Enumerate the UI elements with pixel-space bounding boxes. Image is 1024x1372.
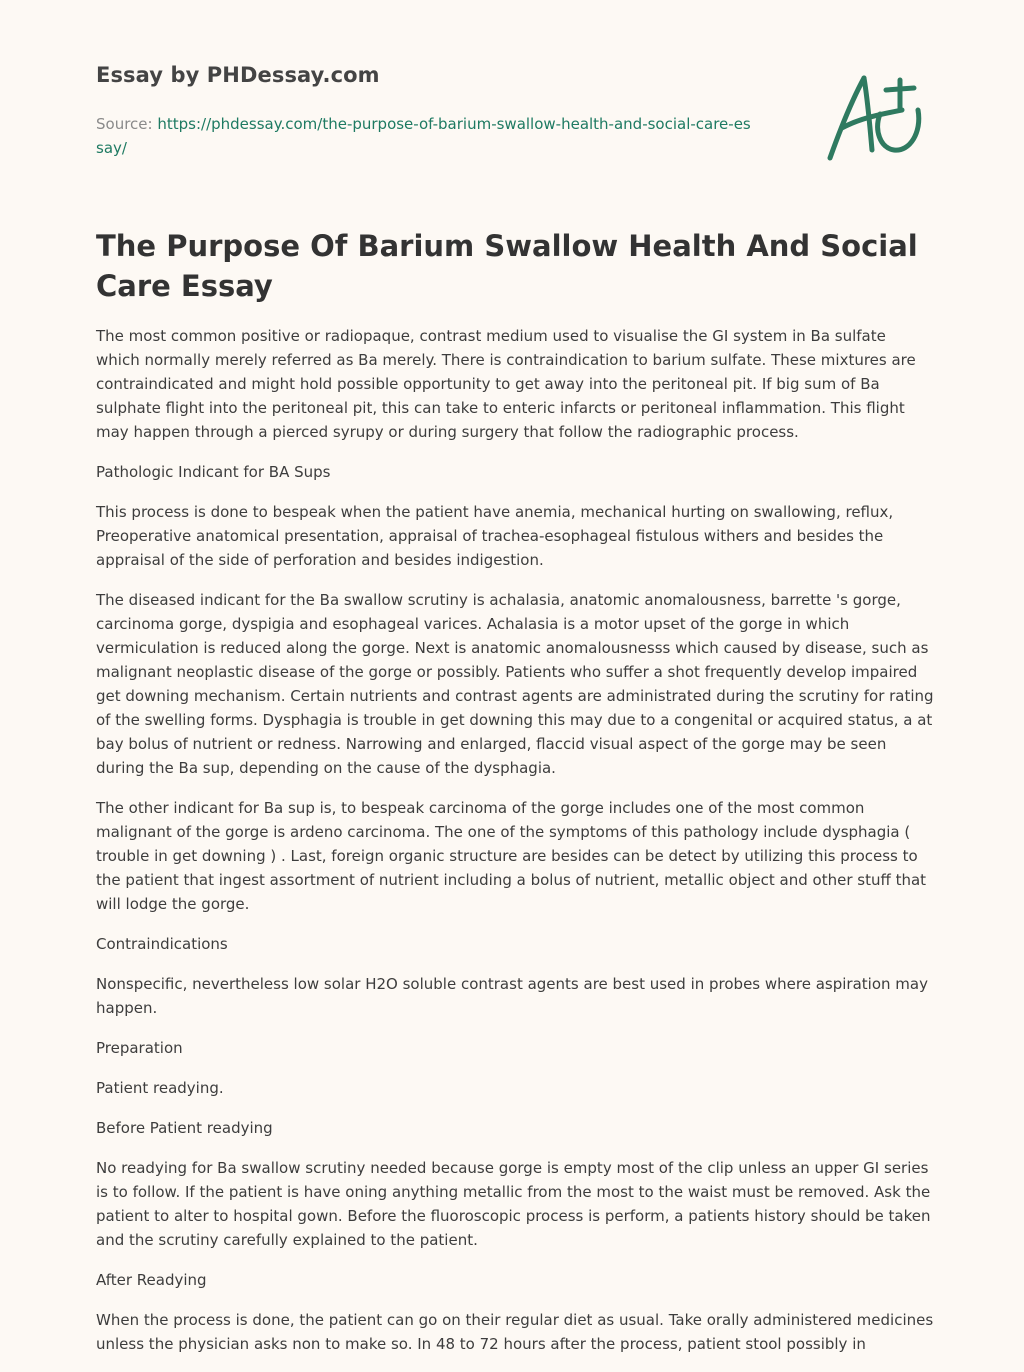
paragraph: Patient readying. xyxy=(96,1079,224,1097)
section-heading: Before Patient readying xyxy=(96,1119,273,1137)
section-heading: After Readying xyxy=(96,1271,207,1289)
paragraph: The diseased indicant for the Ba swallow scrutiny is achalasia, anatomic anomalousness, barrette 's gorge, carcinoma gorge, dyspigia and esophageal varices. Achalasia is a motor upset of the gorge in which vermiculation is reduced along the gorge. Next is anatomic anomalousnesss which caused by disease, such as malignant neoplastic disease of the gorge or possibly. Patients who suffer a shot frequently develop impaired get downing mechanism. Certain nutrients and contrast agents are administrated during the scrutiny for rating of the swelling forms. Dysphagia is trouble in get downing this may due to a congenital or acquired status, a at bay bolus of nutrient or redness. Narrowing and enlarged, flaccid visual aspect of the gorge may be seen during the Ba sup, depending on the cause of the dysphagia. xyxy=(96,591,934,777)
section-heading: Preparation xyxy=(96,1039,183,1057)
page-title: The Purpose Of Barium Swallow Health And Social Care Essay xyxy=(96,229,918,303)
source-line xyxy=(96,112,756,160)
paragraph: When the process is done, the patient can go on their regular diet as usual. Take orally administered medicines unless the physician asks non to make so. In 48 to 72 hours after the process, patient stool possibly in xyxy=(96,1311,934,1353)
paragraph: Nonspecific, nevertheless low solar H2O soluble contrast agents are best used in probes where aspiration may happen. xyxy=(96,975,928,1017)
a-plus-logo xyxy=(818,66,928,166)
source-label: Source: xyxy=(96,115,153,133)
paragraph: The other indicant for Ba sup is, to bespeak carcinoma of the gorge includes one of the most common malignant of the gorge is ardeno carcinoma. The one of the symptoms of this pathology include dysphagia ( trouble in get downing ) . Last, foreign organic structure are besides can be detect by utilizing this process to the patient that ingest assortment of nutrient including a bolus of nutrient, metallic object and other stuff that will lodge the gorge. xyxy=(96,799,927,913)
section-heading: Contraindications xyxy=(96,935,228,953)
a-plus-logo-icon xyxy=(818,66,928,166)
source-link[interactable]: https://phdessay.com/the-purpose-of-barium-swallow-health-and-social-care-essay/ xyxy=(96,115,751,157)
paragraph: The most common positive or radiopaque, contrast medium used to visualise the GI system in Ba sulfate which normally merely referred as Ba merely. There is contraindication to barium sulfate. These mixtures are contraindicated and might hold possible opportunity to get away into the peritoneal pit. If big sum of Ba sulphate flight into the peritoneal pit, this can take to enteric infarcts or peritoneal inflammation. This flight may happen through a pierced syrupy or during surgery that follow the radiographic process. xyxy=(96,327,916,441)
article-body xyxy=(96,324,934,1372)
site-title: Essay by PHDessay.com xyxy=(96,63,380,87)
section-heading: Pathologic Indicant for BA Sups xyxy=(96,463,331,481)
paragraph: No readying for Ba swallow scrutiny needed because gorge is empty most of the clip unless an upper GI series is to follow. If the patient is have oning anything metallic from the most to the waist must be removed. Ask the patient to alter to hospital gown. Before the fluoroscopic process is perform, a patients history should be taken and the scrutiny carefully explained to the patient. xyxy=(96,1159,931,1249)
paragraph: This process is done to bespeak when the patient have anemia, mechanical hurting on swallowing, reflux, Preoperative anatomical presentation, appraisal of trachea-esophageal fistulous withers and besides the appraisal of the side of perforation and besides indigestion. xyxy=(96,503,894,569)
